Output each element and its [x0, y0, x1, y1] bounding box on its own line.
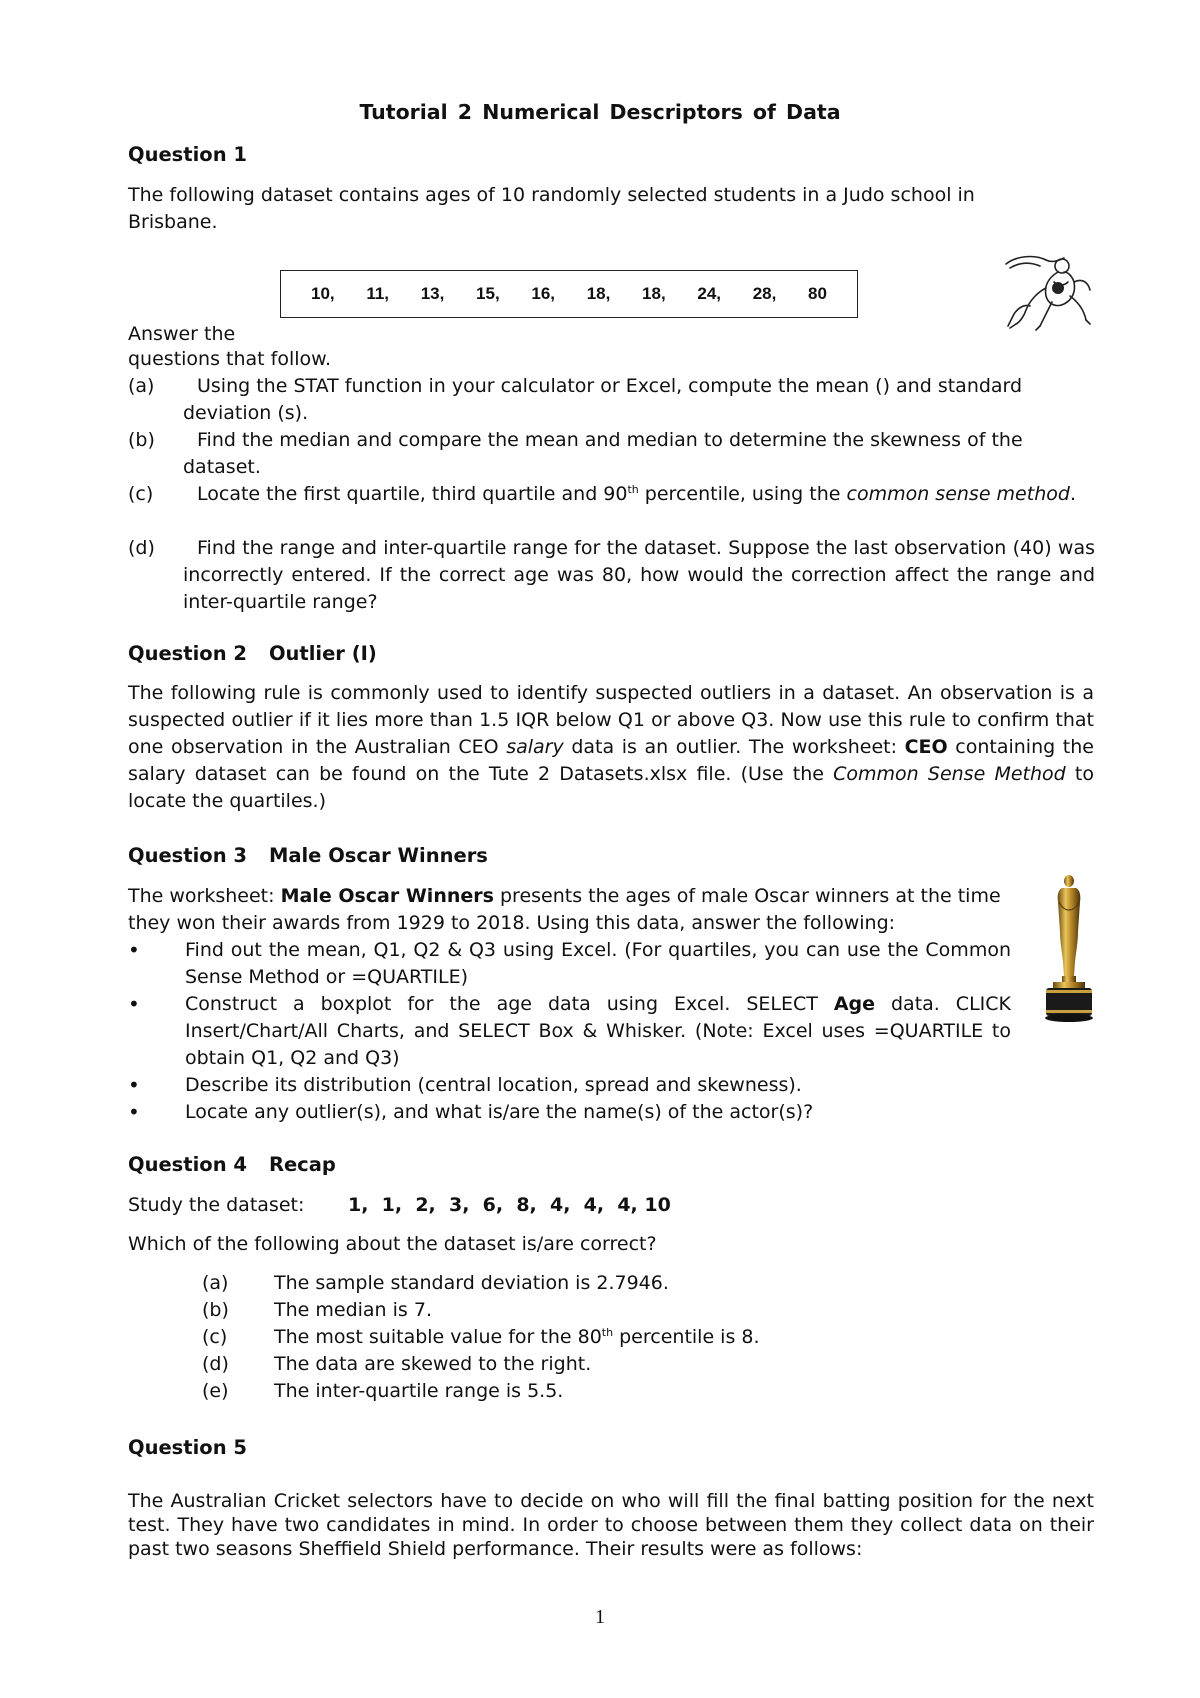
dataset-value: 11,	[366, 284, 390, 303]
q1-item-c-label: (c)	[128, 483, 154, 505]
q4-question: Which of the following about the dataset is/are correct?	[128, 1233, 657, 1255]
answer-line-2: questions that follow.	[128, 348, 331, 370]
q1-item-c-text: Locate the first quartile, third quartile and 90th percentile, using the common sense method.	[197, 483, 1076, 505]
q4-option-a-text: The sample standard deviation is 2.7946.	[274, 1272, 669, 1294]
q1-item-a-text: Using the STAT function in your calculator or Excel, compute the mean () and standard deviation (s).	[183, 375, 1023, 424]
judo-ages-dataset-box	[280, 270, 858, 318]
dataset-value: 18,	[642, 284, 666, 303]
q1-item-d-label: (d)	[128, 537, 155, 559]
question-1-intro: The following dataset contains ages of 10 randomly selected students in a Judo school in Brisbane.	[128, 184, 975, 233]
question-5-heading: Question 5	[128, 1436, 247, 1459]
q1-item-b-label: (b)	[128, 429, 155, 451]
oscar-statuette-illustration	[1040, 872, 1098, 1024]
q4-study-label: Study the dataset:	[128, 1194, 305, 1216]
q4-option-e-text: The inter-quartile range is 5.5.	[274, 1380, 564, 1402]
q3-bullet-2-text: Construct a boxplot for the age data using Excel. SELECT Age data. CLICK Insert/Chart/All Charts, and SELECT Box & Whisker. (Note: Excel uses =QUARTILE to obtain Q1, Q2 and Q3)	[185, 993, 1011, 1069]
q4-option-b-text: The median is 7.	[274, 1299, 432, 1321]
q4-option-c-label: (c)	[202, 1326, 228, 1348]
dataset-value: 13,	[420, 284, 445, 303]
dataset-value: 16,	[531, 284, 556, 303]
bullet: •	[128, 992, 140, 1016]
q4-option-d-text: The data are skewed to the right.	[274, 1353, 592, 1375]
q3-bullet-1-text: Find out the mean, Q1, Q2 & Q3 using Excel. (For quartiles, you can use the Common Sense Method or =QUARTILE)	[185, 939, 1011, 988]
page-title: Tutorial 2 Numerical Descriptors of Data	[359, 100, 841, 124]
q3-bullet-3-text: Describe its distribution (central location, spread and skewness).	[185, 1074, 802, 1096]
q4-option-e-label: (e)	[202, 1380, 229, 1402]
bullet: •	[128, 1073, 140, 1097]
q4-option-c-text: The most suitable value for the 80th percentile is 8.	[274, 1326, 760, 1348]
dataset-value: 24,	[697, 284, 721, 303]
q3-bullet-4-text: Locate any outlier(s), and what is/are the name(s) of the actor(s)?	[185, 1101, 814, 1123]
page-number: 1	[595, 1606, 605, 1628]
question-2-paragraph: The following rule is commonly used to identify suspected outliers in a dataset. An observation is a suspected outlier if it lies more than 1.5 IQR below Q1 or above Q3. Now use this rule to confirm that one observation in the Australian CEO salary data is an outlier. The worksheet: CEO containing the salary dataset can be found on the Tute 2 Datasets.xlsx file. (Use the Common Sense Method to locate the quartiles.)	[128, 682, 1095, 812]
q4-option-d-label: (d)	[202, 1353, 229, 1375]
question-5-paragraph: The Australian Cricket selectors have to decide on who will fill the final batting position for the next test. They have two candidates in mind. In order to choose between them they collect data on their past two seasons Sheffield Shield performance. Their results were as follows:	[128, 1490, 1094, 1560]
question-2-heading: Question 2 Outlier (I)	[128, 642, 377, 665]
answer-line-1: Answer the	[128, 323, 236, 345]
q4-dataset: 1, 1, 2, 3, 6, 8, 4, 4, 4, 10	[348, 1194, 671, 1216]
q1-item-d-text: Find the range and inter-quartile range for the dataset. Suppose the last observation (40) was incorrectly entered. If the correct age was 80, how would the correction affect the range and inter-quartile range?	[183, 537, 1095, 613]
dataset-value: 18,	[586, 284, 611, 303]
question-3-intro: The worksheet: Male Oscar Winners presents the ages of male Oscar winners at the time they won their awards from 1929 to 2018. Using this data, answer the following:	[128, 885, 1001, 934]
bullet: •	[128, 1100, 140, 1124]
dataset-value: 28,	[752, 284, 777, 303]
dataset-value: 10,	[311, 284, 335, 303]
q1-item-b-text: Find the median and compare the mean and median to determine the skewness of the dataset.	[183, 429, 1023, 478]
judo-fighters-illustration	[1000, 252, 1096, 332]
q4-option-a-label: (a)	[202, 1272, 229, 1294]
q4-option-b-label: (b)	[202, 1299, 229, 1321]
question-1-heading: Question 1	[128, 143, 247, 166]
question-3-heading: Question 3 Male Oscar Winners	[128, 844, 488, 867]
q1-item-a-label: (a)	[128, 375, 155, 397]
dataset-value: 80	[808, 284, 827, 303]
question-4-heading: Question 4 Recap	[128, 1153, 336, 1176]
bullet: •	[128, 938, 140, 962]
dataset-value: 15,	[476, 284, 500, 303]
